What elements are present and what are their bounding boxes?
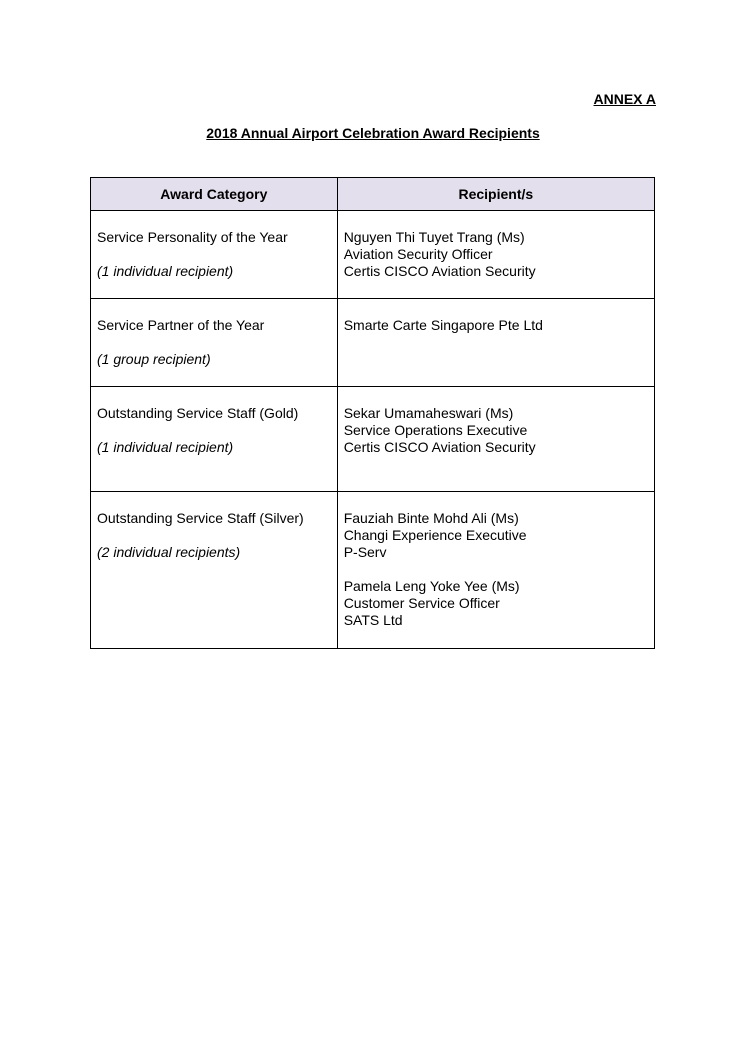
header-recipients: Recipient/s	[337, 178, 654, 211]
award-category-cell	[91, 387, 338, 492]
award-category-name: Outstanding Service Staff (Silver)	[97, 510, 304, 526]
recipient-count: (1 individual recipient)	[97, 439, 234, 455]
recipients-cell	[337, 299, 654, 387]
recipient-entry	[344, 229, 648, 280]
table-row	[91, 492, 655, 649]
table-row	[91, 299, 655, 387]
award-category-cell	[91, 211, 338, 299]
recipient-organisation: P-Serv	[343, 544, 387, 560]
recipients-cell	[337, 387, 654, 492]
recipient-organisation: Certis CISCO Aviation Security	[343, 439, 536, 455]
recipient-entry	[344, 578, 648, 629]
recipient-role: Customer Service Officer	[343, 595, 500, 611]
recipients-cell	[337, 492, 654, 649]
award-category-name: Service Partner of the Year	[97, 317, 265, 333]
award-recipients-table	[90, 177, 655, 649]
award-category-name: Outstanding Service Staff (Gold)	[97, 405, 299, 421]
recipient-entry	[344, 405, 648, 456]
table-header-row	[91, 178, 655, 211]
recipient-entry	[344, 510, 648, 561]
recipient-organisation: SATS Ltd	[343, 612, 403, 628]
award-category-cell	[91, 299, 338, 387]
recipient-count: (1 individual recipient)	[97, 263, 234, 279]
table-row	[91, 211, 655, 299]
recipient-name: Sekar Umamaheswari (Ms)	[343, 405, 514, 421]
recipient-role: Aviation Security Officer	[343, 246, 493, 262]
recipient-name: Nguyen Thi Tuyet Trang (Ms)	[343, 229, 525, 245]
recipient-name: Pamela Leng Yoke Yee (Ms)	[343, 578, 520, 594]
annex-label: ANNEX A	[593, 91, 656, 107]
recipient-role: Changi Experience Executive	[343, 527, 527, 543]
recipient-entry	[344, 317, 648, 334]
recipient-name: Fauziah Binte Mohd Ali (Ms)	[343, 510, 519, 526]
table-row	[91, 387, 655, 492]
award-category-name: Service Personality of the Year	[97, 229, 288, 245]
recipient-role: Service Operations Executive	[343, 422, 528, 438]
recipient-organisation: Certis CISCO Aviation Security	[343, 263, 536, 279]
recipient-count: (1 group recipient)	[97, 351, 211, 367]
document-title: 2018 Annual Airport Celebration Award Recipients	[206, 125, 540, 141]
award-category-cell	[91, 492, 338, 649]
header-award-category: Award Category	[91, 178, 338, 211]
recipient-count: (2 individual recipients)	[97, 544, 241, 560]
recipient-organisation: Smarte Carte Singapore Pte Ltd	[343, 317, 543, 333]
recipients-cell	[337, 211, 654, 299]
